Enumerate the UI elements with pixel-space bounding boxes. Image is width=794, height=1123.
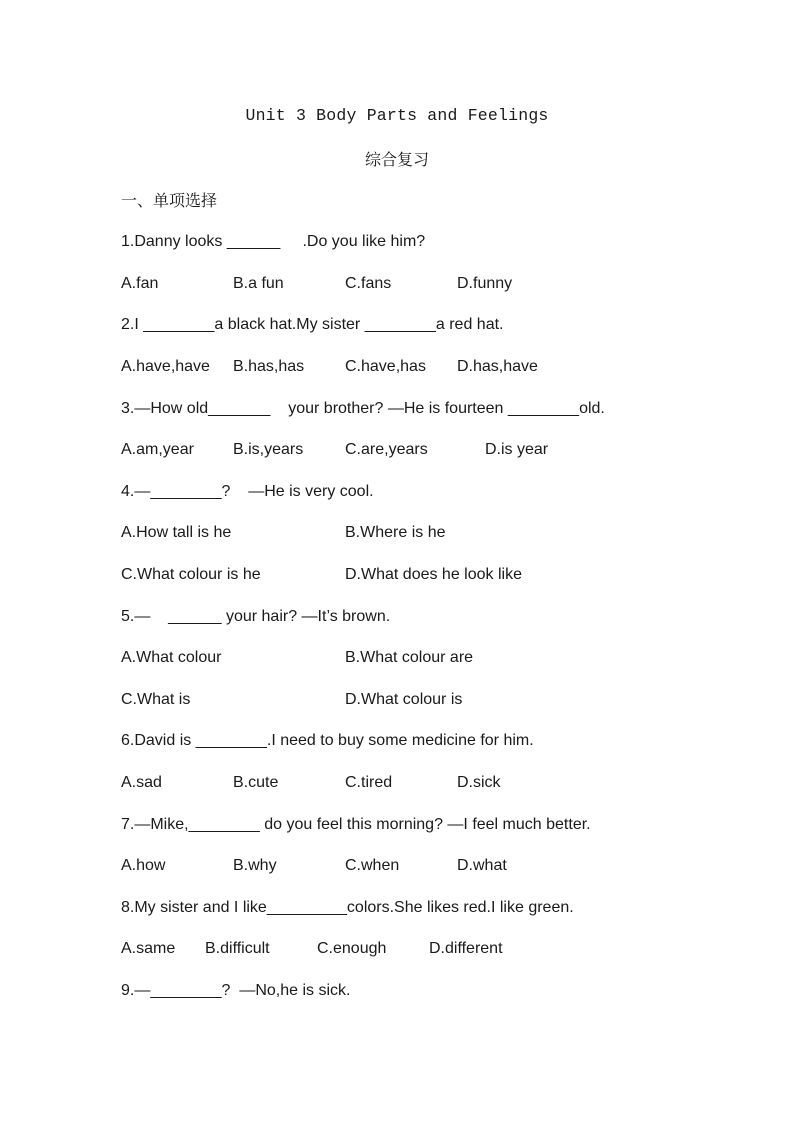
q1-option-d: D.funny [457,275,513,292]
q2-option-c: C.have,has [345,358,426,375]
worksheet-subtitle: 综合复习 [364,150,429,169]
q7-option-c: C.when [345,857,400,874]
question-2: 2.I ________a black hat.My sister ________a red hat. [121,316,504,333]
q4-option-b: B.Where is he [345,524,446,541]
q6-option-c: C.tired [345,774,393,791]
q8-option-b: B.difficult [205,940,270,957]
question-8: 8.My sister and I like_________colors.She likes red.I like green. [121,899,574,916]
q8-option-d: D.different [429,940,503,957]
question-4: 4.—________? —He is very cool. [121,483,374,500]
question-9: 9.—________? —No,he is sick. [121,982,351,999]
q4-option-a: A.How tall is he [121,524,232,541]
q7-option-a: A.how [121,857,166,874]
q3-option-d: D.is year [485,441,549,458]
question-5: 5.— ______ your hair? —It’s brown. [121,608,391,625]
q8-option-a: A.same [121,940,176,957]
question-3: 3.—How old_______ your brother? —He is fourteen ________old. [121,400,605,417]
question-7: 7.—Mike,________ do you feel this morning? —I feel much better. [121,816,591,833]
q6-option-d: D.sick [457,774,501,791]
q5-option-b: B.What colour are [345,649,474,666]
question-6: 6.David is ________.I need to buy some medicine for him. [121,732,534,749]
q5-option-a: A.What colour [121,649,222,666]
q5-option-c: C.What is [121,691,191,708]
q7-option-b: B.why [233,857,277,874]
q3-option-b: B.is,years [233,441,304,458]
q1-option-a: A.fan [121,275,159,292]
q4-option-d: D.What does he look like [345,566,522,583]
q2-option-a: A.have,have [121,358,210,375]
section-heading: 一、单项选择 [121,191,218,210]
q6-option-b: B.cute [233,774,279,791]
q1-option-b: B.a fun [233,275,284,292]
q7-option-d: D.what [457,857,507,874]
q1-option-c: C.fans [345,275,392,292]
q2-option-b: B.has,has [233,358,305,375]
q3-option-c: C.are,years [345,441,428,458]
q3-option-a: A.am,year [121,441,194,458]
q5-option-d: D.What colour is [345,691,463,708]
worksheet-title: Unit 3 Body Parts and Feelings [245,106,549,125]
q2-option-d: D.has,have [457,358,538,375]
question-1: 1.Danny looks ______ .Do you like him? [121,233,426,250]
q4-option-c: C.What colour is he [121,566,261,583]
q6-option-a: A.sad [121,774,162,791]
q8-option-c: C.enough [317,940,387,957]
